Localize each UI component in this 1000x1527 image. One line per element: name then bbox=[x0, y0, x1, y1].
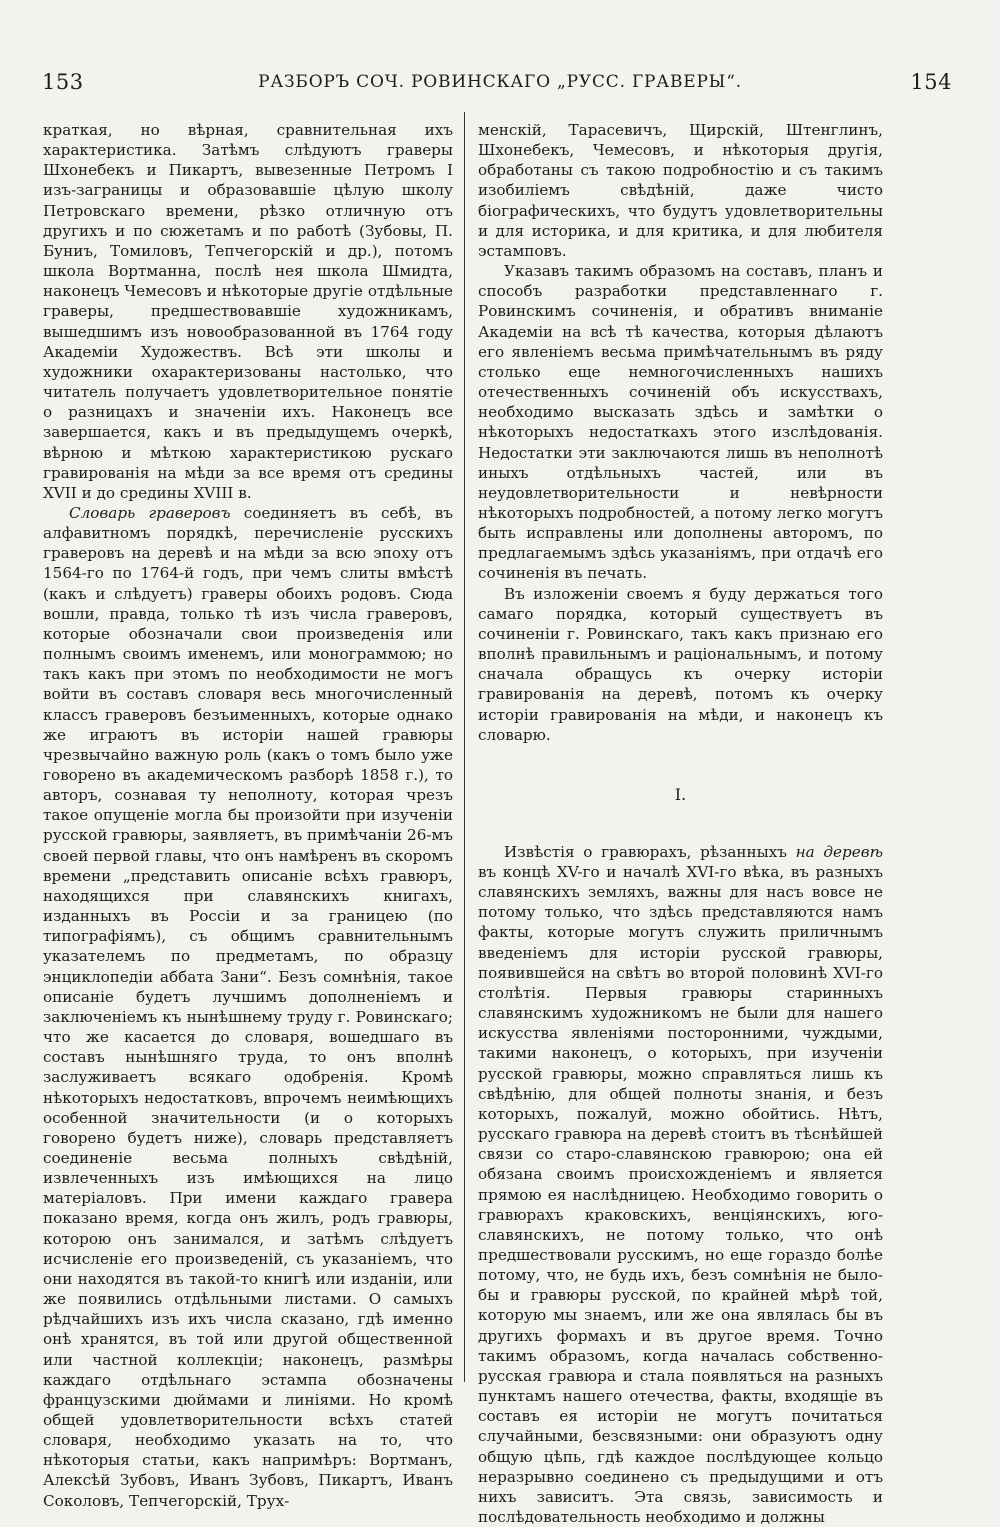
paragraph-text: въ концѣ XV-го и началѣ XVI-го вѣка, въ разныхъ славянскихъ земляхъ, важны для насъ вовсе не потому только, что здѣсь представляются намъ факты, которые могутъ служить приличнымъ введеніемъ для исторіи русской гравюры, появившейся на свѣтъ во второй половинѣ XVI-го столѣтія. Первыя гравюры старинныхъ славянскимъ художникомъ не были для нашего искусства явленіями посторонними, чуждыми, такими наконецъ, о которыхъ, при изученіи русской гравюры, можно справляться лишь къ свѣдѣнію, для общей полноты знанія, и безъ которыхъ, пожалуй, можно обойтись. Нѣтъ, русскаго гравюра на деревѣ стоитъ въ тѣснѣйшей связи со старо-славянскою гравюрою; она ей обязана своимъ происхожденіемъ и является прямою ея наслѣдницею. Необходимо говорить о гравюрахъ краковскихъ, венціянскихъ, юго-славянскихъ, не потому только, что онѣ предшествовали русскимъ, но еще гораздо болѣе потому, что, не будь ихъ, безъ сомнѣнія не было-бы и гравюры русской, по крайней мѣрѣ той, которую мы знаемъ, или же она являлась бы въ другихъ формахъ и въ другое время. Точно такимъ образомъ, когда началась собственно-русская гравюра и стала появляться на разныхъ пунктамъ нашего отечества, факты, входящіе въ составъ ея исторіи не могутъ почитаться случайными, безсвязными: они образуютъ одну общую цѣпь, гдѣ каждое послѣдующее кольцо неразрывно соединено съ предыдущими и отъ нихъ зависитъ. Эта связь, зависимость и послѣдовательность необходимо и должны bbox=[478, 863, 883, 1526]
paragraph-text: соединяетъ въ себѣ, въ алфавитномъ порядкѣ, перечисленіе русскихъ граверовъ на деревѣ и на мѣди за всю эпоху отъ 1564-го по 1764-й годъ, при чемъ слиты вмѣстѣ (какъ и слѣдуетъ) граверы обоихъ родовъ. Сюда вошли, правда, только тѣ изъ числа граверовъ, которые обозначали свои произведенія или полнымъ своимъ именемъ, или монограммою; но такъ какъ при этомъ по необходимости не могъ войти въ составъ словаря весь многочисленный классъ граверовъ безъименныхъ, которые однако же играютъ въ исторіи нашей гравюры чрезвычайно важную роль (какъ о томъ было уже говорено въ академическомъ разборѣ 1858 г.), то авторъ, сознавая ту неполноту, которая чрезъ такое опущеніе могла бы произойти при изученіи русской гравюры, заявляетъ, въ примѣчаніи 26-мъ своей первой главы, что онъ намѣренъ въ скоромъ времени „представить описаніе всѣхъ гравюръ, находящихся при славянскихъ книгахъ, изданныхъ въ Россіи и за границею (по типографіямъ), съ общимъ сравнительнымъ указателемъ по предметамъ, по образцу энциклопедіи аббата Зани“. Безъ сомнѣнія, такое описаніе будетъ лучшимъ дополненіемъ и заключеніемъ къ нынѣшнему труду г. Ровинскаго; что же касается до словаря, вошедшаго въ составъ нынѣшняго труда, то онъ вполнѣ заслуживаетъ всякаго одобренія. Кромѣ нѣкоторыхъ недостатковъ, впрочемъ неимѣющихъ особенной значительности (и о которыхъ говорено будетъ ниже), словарь представляетъ соединеніе весьма полныхъ свѣдѣній, извлеченныхъ изъ имѣющихся на лицо матеріаловъ. При имени каждаго гравера показано время, когда онъ жилъ, родъ гравюры, которою онъ занимался, и затѣмъ слѣдуетъ исчисленіе его произведеній, съ указаніемъ, что они находятся въ такой-то книгѣ или изданіи, или же появились отдѣльными листами. О самыхъ рѣдчайшихъ изъ ихъ числа сказано, гдѣ именно онѣ хранятся, въ той или другой общественной или частной коллекціи; наконецъ, размѣры каждаго отдѣльнаго эстампа обозначены французскими дюймами и линіями. Но кромѣ общей удовлетворительности всѣхъ статей словаря, необходимо указать на то, что нѣкоторыя статьи, какъ напримѣръ: Вортманъ, Алексѣй Зубовъ, Иванъ Зубовъ, Пикартъ, Иванъ Соколовъ, Тепчегорскій, Трух- bbox=[43, 503, 453, 1510]
section-number: I. bbox=[674, 784, 687, 804]
running-title: РАЗБОРЪ СОЧ. РОВИНСКАГО „РУСС. ГРАВЕРЫ“. bbox=[258, 72, 742, 92]
italic-term: на деревѣ bbox=[795, 842, 883, 861]
paragraph bbox=[478, 842, 883, 1527]
paragraph: Въ изложеніи своемъ я буду держаться того самаго порядка, который существуетъ въ сочиненіи г. Ровинскаго, такъ какъ признаю его вполнѣ правильнымъ и раціональнымъ, и потому сначала обращусь къ очерку исторіи гравированія на деревѣ, потомъ къ очерку исторіи гравированія на мѣди, и наконецъ къ словарю. bbox=[478, 584, 883, 744]
running-header bbox=[40, 70, 960, 98]
paragraph bbox=[43, 503, 453, 1511]
italic-term: Словарь граверовъ bbox=[69, 503, 231, 522]
paragraph: менскій, Тарасевичъ, Щирскій, Штенглинъ, Шхонебекъ, Чемесовъ, и нѣкоторыя другія, обработаны съ такою подробностію и съ такимъ изобиліемъ свѣдѣній, даже чисто біографическихъ, что будутъ удовлетворительны и для историка, и для критика, и для любителя эстамповъ. bbox=[478, 121, 883, 260]
page-number-right: 154 bbox=[910, 70, 952, 94]
paragraph-text: Извѣстія о гравюрахъ, рѣзанныхъ bbox=[504, 842, 796, 861]
column-divider bbox=[464, 112, 465, 1382]
left-column bbox=[43, 120, 453, 1511]
paragraph: краткая, но вѣрная, сравнительная ихъ характеристика. Затѣмъ слѣдуютъ граверы Шхонебекъ и Пикартъ, вывезенные Петромъ I изъ-заграницы и образовавшіе цѣлую школу Петровскаго времени, рѣзко отличную отъ другихъ и по сюжетамъ и по работѣ (Зубовы, П. Буниъ, Томиловъ, Тепчегорскій и др.), потомъ школа Вортманна, послѣ нея школа Шмидта, наконецъ Чемесовъ и нѣкоторые другіе отдѣльные граверы, предшествовавшіе художникамъ, вышедшимъ изъ новообразованной въ 1764 году Академіи Художествъ. Всѣ эти школы и художники охарактеризованы настолько, что читатель получаетъ удовлетворительное понятіе о разницахъ и значеніи ихъ. Наконецъ все завершается, какъ и въ предыдущемъ очеркѣ, вѣрною и мѣткою характеристикою рускаго гравированія на мѣди за все время отъ средины XVII и до средины XVIII в. bbox=[43, 121, 453, 502]
paragraph: Указавъ такимъ образомъ на составъ, планъ и способъ разработки представленнаго г. Ровинскимъ сочиненія, и обративъ вниманіе Академіи на всѣ тѣ качества, которыя дѣлаютъ его явленіемъ весьма примѣчательнымъ въ ряду столько еще немногочисленныхъ нашихъ отечественныхъ сочиненій объ искусствахъ, необходимо высказать здѣсь и замѣтки о нѣкоторыхъ недостаткахъ этого изслѣдованія. Недостатки эти заключаются лишь въ неполнотѣ иныхъ отдѣльныхъ частей, или въ неудовлетворительности и невѣрности нѣкоторыхъ подробностей, а потому легко могутъ быть исправлены или дополнены авторомъ, по предлагаемымъ здѣсь указаніямъ, при отдачѣ его сочиненія въ печать. bbox=[478, 262, 883, 583]
page-number-left: 153 bbox=[42, 70, 84, 94]
right-column bbox=[478, 120, 883, 1527]
